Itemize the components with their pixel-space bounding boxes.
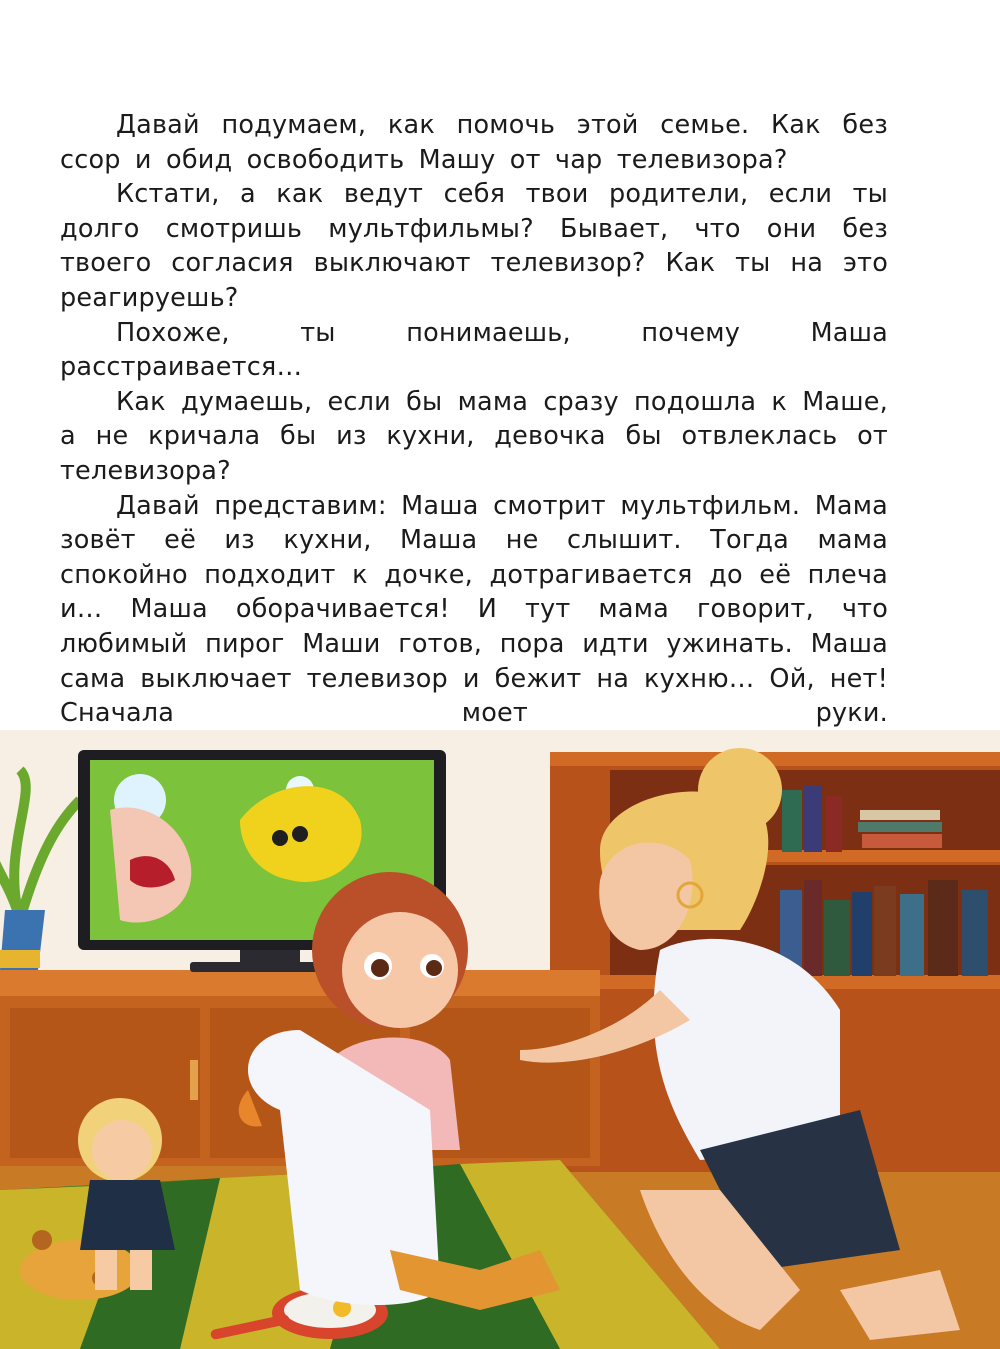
- paragraph: Давай подумаем, как помочь этой семье. Как без ссор и обид освободить Машу от чар телевизора?: [60, 110, 888, 175]
- story-text: [60, 108, 888, 731]
- living-room-illustration: [0, 730, 1000, 1349]
- paragraph: Давай представим: Маша смотрит мультфильм. Мама зовёт её из кухни, Маша не слышит. Тогда мама спокойно подходит к дочке, дотрагивается до её плеча и… Маша оборачивается! И тут мама говорит, что любимый пирог Маши готов, пора идти ужинать. Маша сама выключает телевизор и бежит на кухню… Ой, нет! Сначала моет руки.: [60, 490, 888, 729]
- paragraph: Похоже, ты понимаешь, почему Маша расстраивается…: [60, 317, 888, 383]
- paragraph: Кстати, а как ведут себя твои родители, если ты долго смотришь мультфильмы? Бывает, что они без твоего согласия выключают телевизор? Как ты на это реагируешь?: [60, 179, 888, 313]
- paragraph: Как думаешь, если бы мама сразу подошла к Маше, а не кричала бы из кухни, девочка бы отвлеклась от телевизора?: [60, 386, 888, 486]
